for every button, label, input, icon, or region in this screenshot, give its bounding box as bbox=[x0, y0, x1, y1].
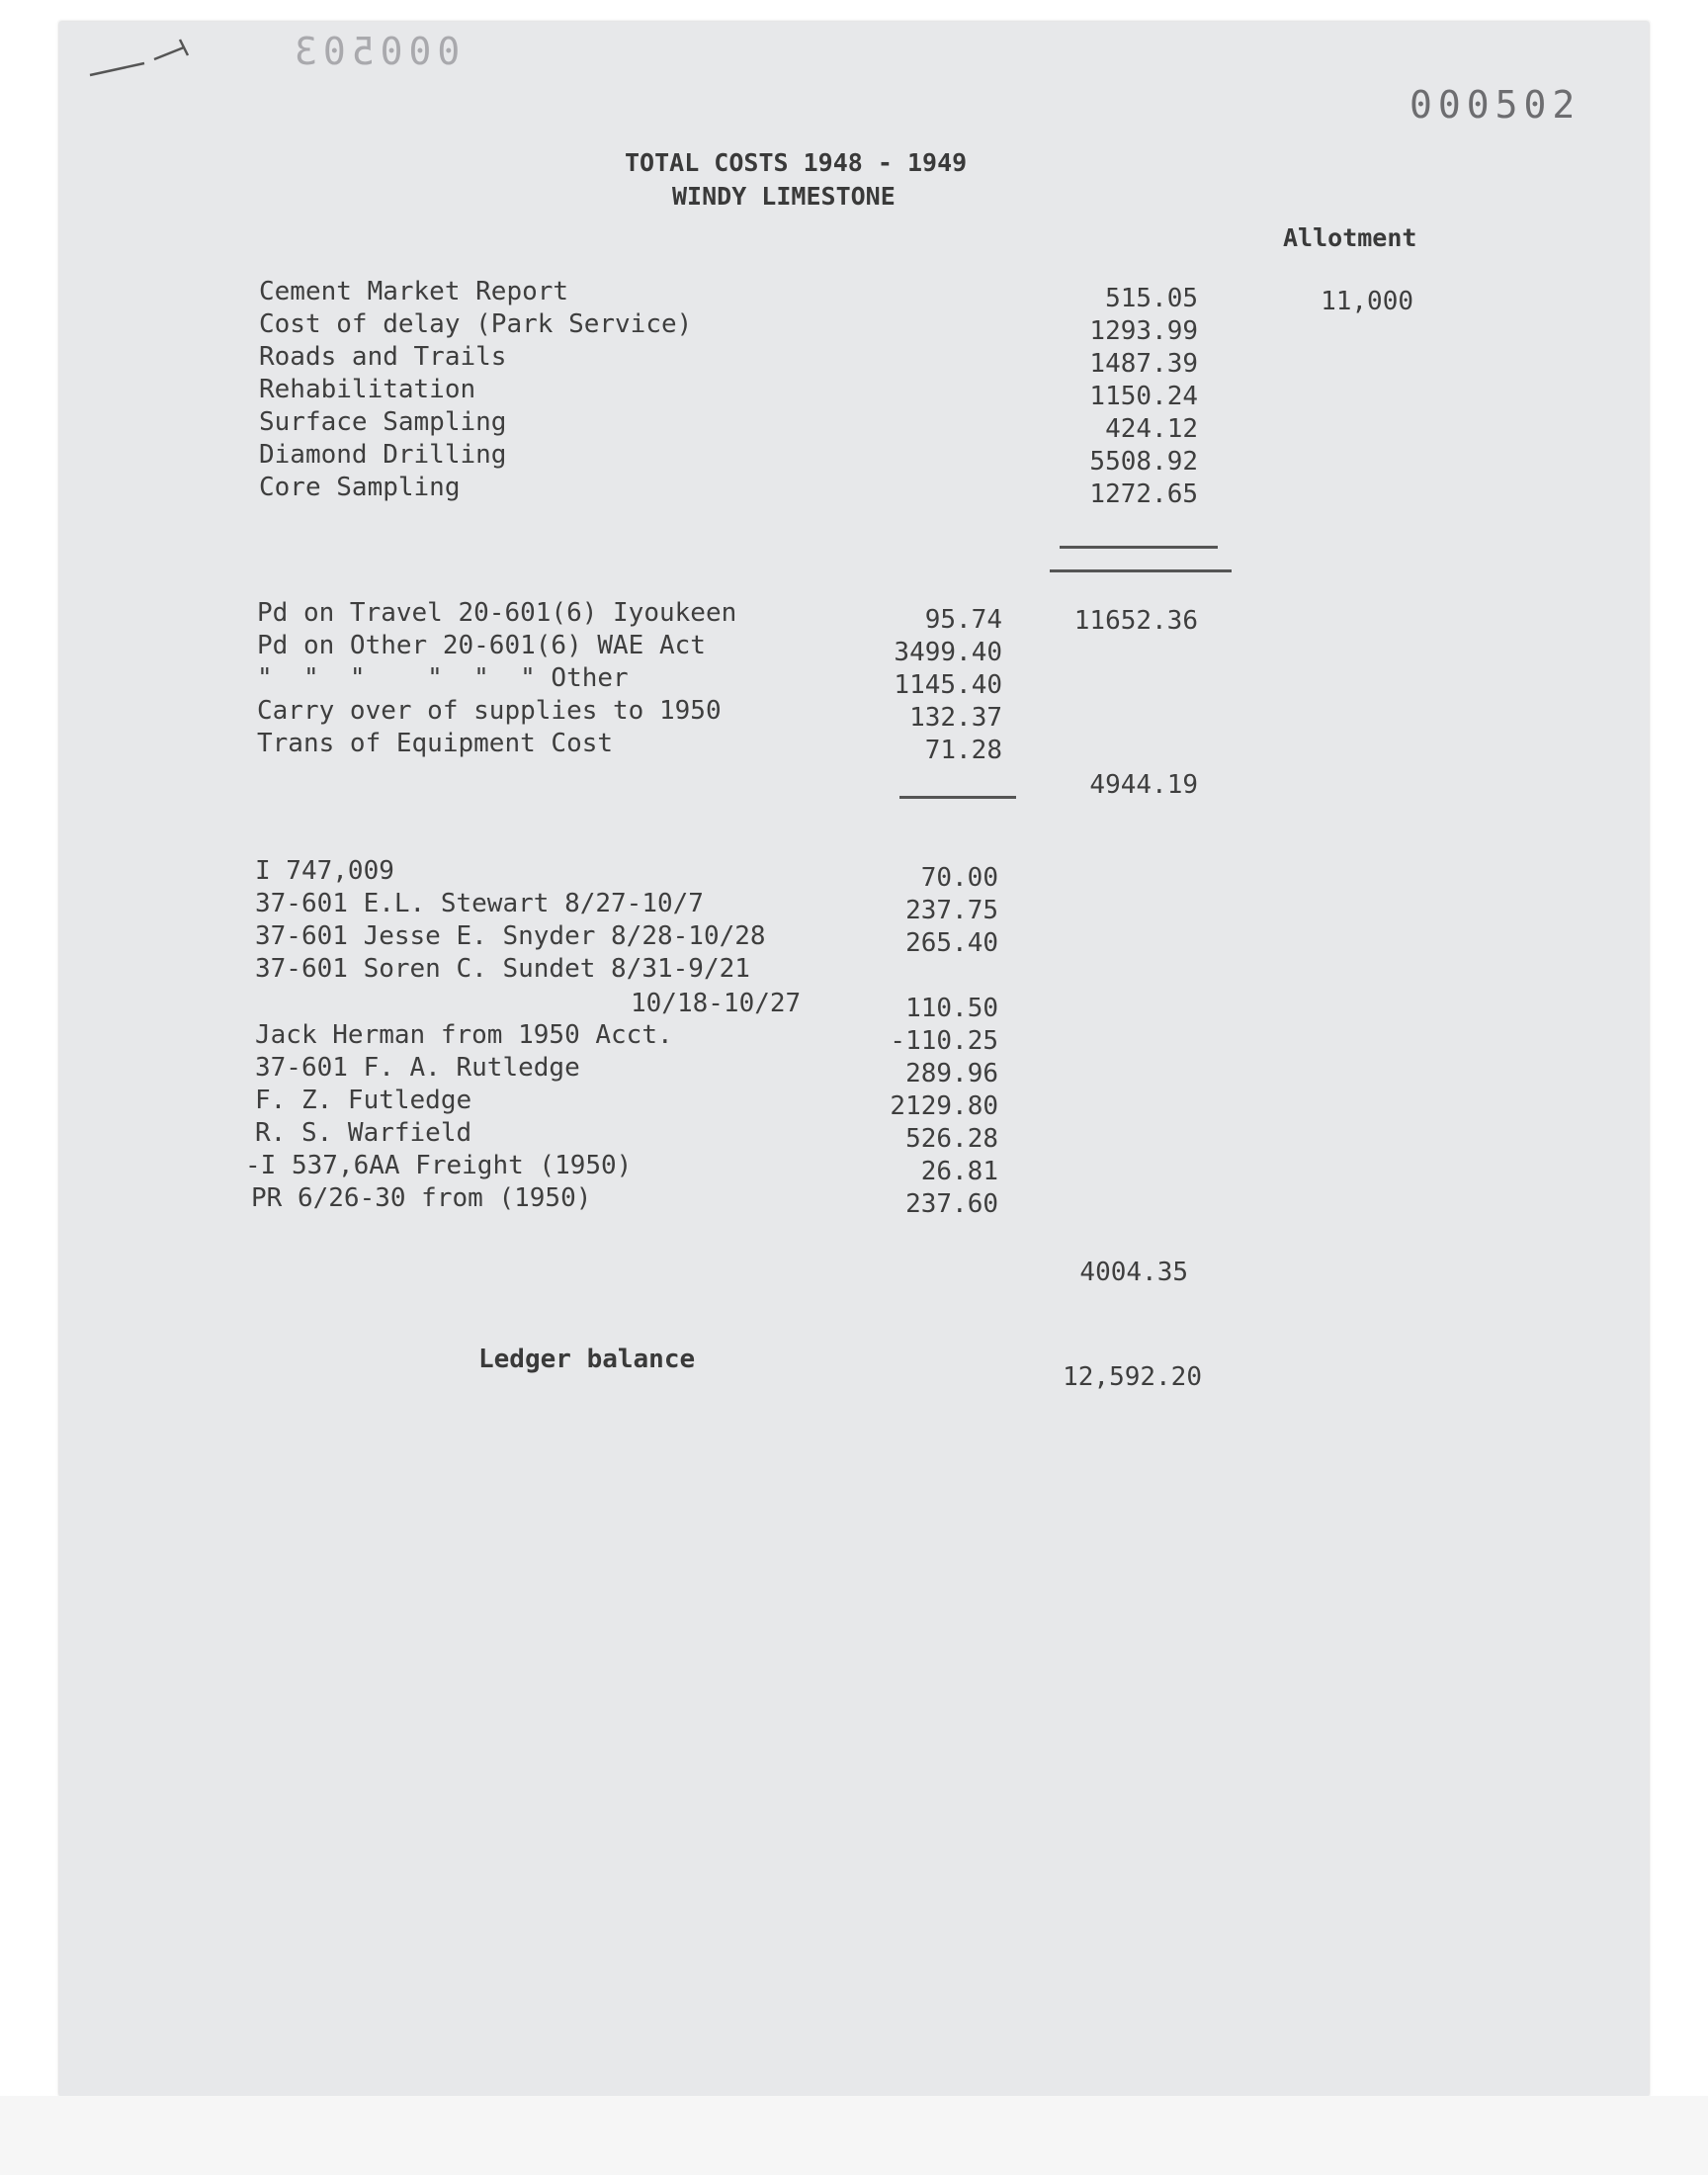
line-item-label: 37-601 Jesse E. Snyder 8/28-10/28 bbox=[255, 921, 766, 951]
total-rule-double bbox=[1050, 569, 1232, 572]
mirrored-stamp-number: 000503 bbox=[289, 30, 461, 73]
line-item-label: -I 537,6AA Freight (1950) bbox=[245, 1151, 633, 1180]
line-item-amount: 515.05 bbox=[1105, 284, 1198, 313]
line-item-amount: 237.60 bbox=[905, 1189, 998, 1219]
line-item-label: 37-601 E.L. Stewart 8/27-10/7 bbox=[255, 889, 704, 918]
section-total: 4944.19 bbox=[1089, 770, 1198, 800]
total-rule bbox=[1060, 546, 1218, 549]
line-item-label: Surface Sampling bbox=[259, 407, 507, 437]
ledger-balance-value: 12,592.20 bbox=[1063, 1362, 1202, 1392]
section-total: 4004.35 bbox=[1079, 1258, 1188, 1287]
line-item-amount: 71.28 bbox=[924, 736, 1002, 765]
line-item-amount: 1150.24 bbox=[1089, 382, 1198, 411]
pencil-mark-icon bbox=[85, 26, 194, 85]
line-item-amount: 2129.80 bbox=[890, 1091, 998, 1121]
line-item-label: Pd on Other 20-601(6) WAE Act bbox=[257, 631, 706, 660]
document-title: TOTAL COSTS 1948 - 1949 bbox=[625, 148, 968, 177]
line-item-label: 37-601 F. A. Rutledge bbox=[255, 1053, 580, 1083]
line-item-label: R. S. Warfield bbox=[255, 1118, 472, 1148]
subtotal-rule bbox=[899, 796, 1016, 799]
line-item-label: 37-601 Soren C. Sundet 8/31-9/21 bbox=[255, 954, 750, 984]
line-item-amount: 237.75 bbox=[905, 896, 998, 925]
allotment-value: 11,000 bbox=[1321, 287, 1413, 316]
line-item-amount: 1145.40 bbox=[894, 670, 1002, 700]
line-item-amount: -110.25 bbox=[890, 1026, 998, 1056]
line-item-label: Roads and Trails bbox=[259, 342, 507, 372]
line-item-label: Carry over of supplies to 1950 bbox=[257, 696, 722, 726]
line-item-label: Jack Herman from 1950 Acct. bbox=[255, 1020, 673, 1050]
line-item-label: Diamond Drilling bbox=[259, 440, 507, 470]
ledger-balance-label: Ledger balance bbox=[478, 1345, 696, 1374]
line-item-label: Cost of delay (Park Service) bbox=[259, 309, 693, 339]
line-item-amount: 5508.92 bbox=[1089, 447, 1198, 477]
section-total: 11652.36 bbox=[1073, 606, 1198, 636]
allotment-header: Allotment bbox=[1283, 223, 1417, 252]
line-item-amount: 424.12 bbox=[1105, 414, 1198, 444]
line-item-label: F. Z. Futledge bbox=[255, 1086, 472, 1115]
line-item-amount: 3499.40 bbox=[894, 638, 1002, 667]
line-item-amount: 110.50 bbox=[905, 994, 998, 1023]
line-item-amount: 526.28 bbox=[905, 1124, 998, 1154]
line-item-amount: 289.96 bbox=[905, 1059, 998, 1088]
line-item-label: 10/18-10/27 bbox=[631, 989, 802, 1018]
line-item-amount: 1293.99 bbox=[1089, 316, 1198, 346]
line-item-label: PR 6/26-30 from (1950) bbox=[251, 1183, 592, 1213]
document-subtitle: WINDY LIMESTONE bbox=[672, 182, 896, 211]
line-item-amount: 265.40 bbox=[905, 928, 998, 958]
line-item-label: " " " " " " Other bbox=[257, 663, 629, 693]
line-item-label: Pd on Travel 20-601(6) Iyoukeen bbox=[257, 598, 737, 628]
line-item-label: Trans of Equipment Cost bbox=[257, 729, 614, 758]
line-item-amount: 70.00 bbox=[920, 863, 998, 893]
line-item-amount: 1272.65 bbox=[1089, 479, 1198, 509]
line-item-label: Core Sampling bbox=[259, 473, 461, 502]
scan-margin bbox=[0, 2096, 1708, 2175]
line-item-label: Rehabilitation bbox=[259, 375, 476, 404]
line-item-label: I 747,009 bbox=[255, 856, 394, 886]
line-item-label: Cement Market Report bbox=[259, 277, 569, 306]
line-item-amount: 1487.39 bbox=[1089, 349, 1198, 379]
line-item-amount: 26.81 bbox=[920, 1157, 998, 1186]
page-stamp-number: 000502 bbox=[1409, 83, 1581, 127]
line-item-amount: 132.37 bbox=[909, 703, 1002, 733]
line-item-amount: 95.74 bbox=[924, 605, 1002, 635]
